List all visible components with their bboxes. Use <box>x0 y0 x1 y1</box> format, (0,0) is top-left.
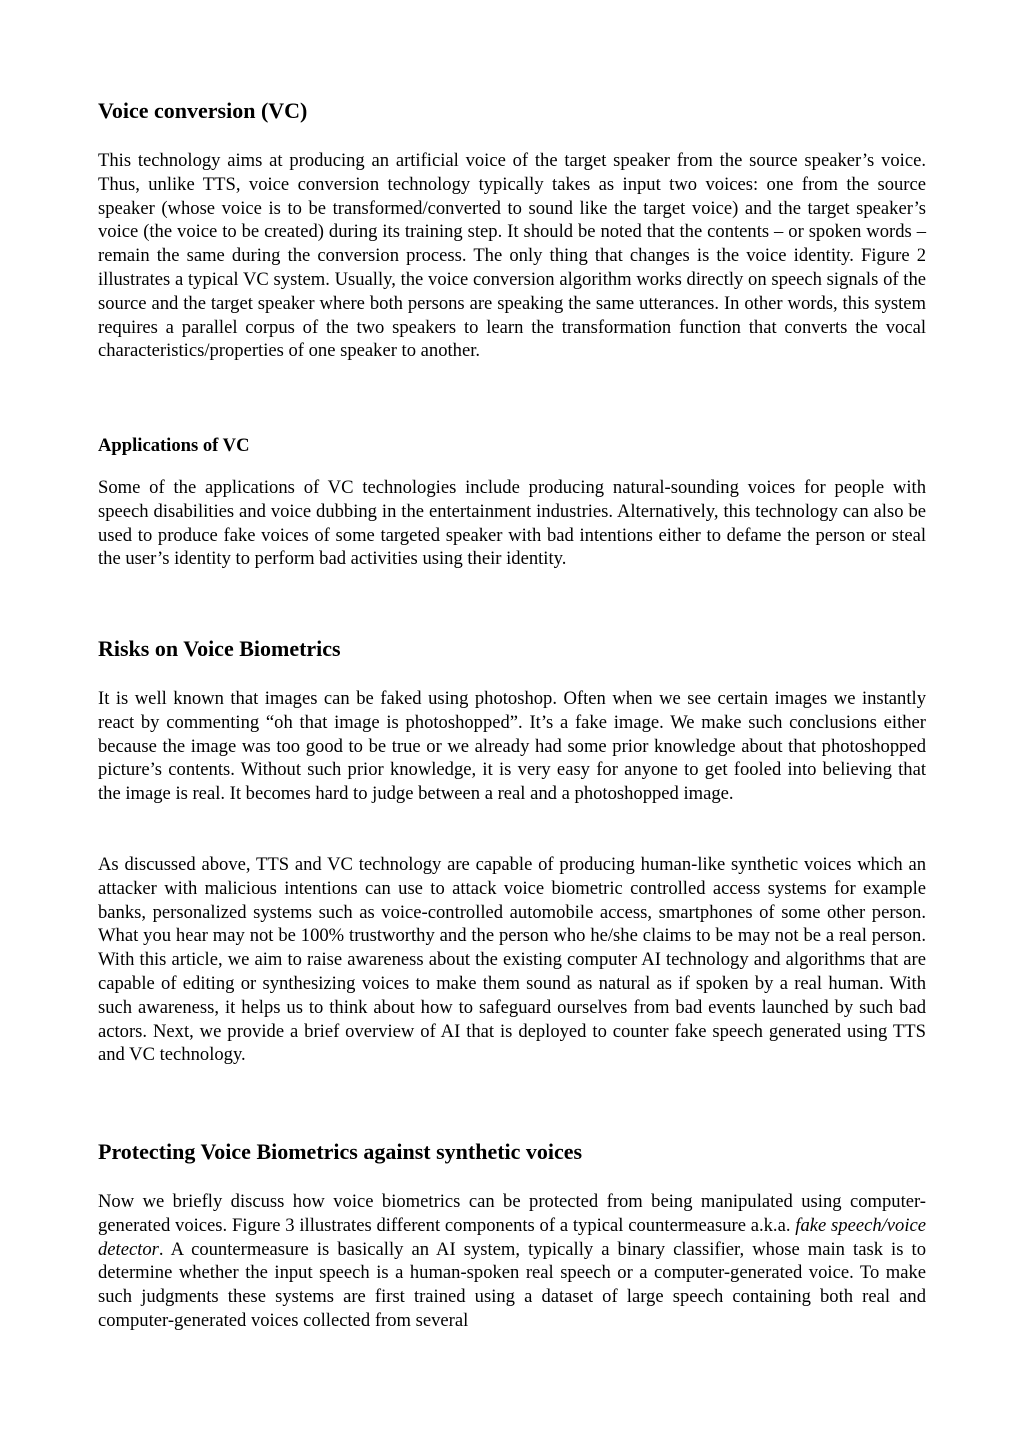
paragraph-protecting <box>98 1190 926 1333</box>
heading-risks-on-voice-biometrics: Risks on Voice Biometrics <box>98 636 341 661</box>
paragraph-applications-of-vc: Some of the applications of VC technologies include producing natural-sounding voices for people with speech disabilities and voice dubbing in the entertainment industries. Alternatively, this technology can also be used to produce fake voices of some targeted speaker with bad intentions either to defame the person or steal the user’s identity to perform bad activities using their identity. <box>98 477 926 570</box>
heading-voice-conversion: Voice conversion (VC) <box>98 98 308 123</box>
paragraph-risks-1: It is well known that images can be faked using photoshop. Often when we see certain images we instantly react by commenting “oh that image is photoshopped”. It’s a fake image. We make such conclusions either because the image was too good to be true or we already had some prior knowledge about that photoshopped picture’s contents. Without such prior knowledge, it is very easy for anyone to get fooled into believing that the image is real. It becomes hard to judge between a real and a photoshopped image. <box>98 688 926 805</box>
heading-applications-of-vc: Applications of VC <box>98 435 250 456</box>
heading-protecting-voice-biometrics: Protecting Voice Biometrics against synthetic voices <box>98 1139 583 1164</box>
paragraph-voice-conversion: This technology aims at producing an artificial voice of the target speaker from the source speaker’s voice. Thus, unlike TTS, voice conversion technology typically takes as input two voices: one from the source speaker (whose voice is to be transformed/converted to sound like the target voice) and the target speaker’s voice (the voice to be created) during its training step. It should be noted that the contents – or spoken words – remain the same during the conversion process. The only thing that changes is the voice identity. Figure 2 illustrates a typical VC system. Usually, the voice conversion algorithm works directly on speech signals of the source and the target speaker where both persons are speaking the same utterances. In other words, this system requires a parallel corpus of the two speakers to learn the transformation function that converts the vocal characteristics/properties of one speaker to another. <box>98 150 926 362</box>
paragraph-protecting-text-before: Now we briefly discuss how voice biometrics can be protected from being manipulated using computer-generated voices. Figure 3 illustrates different components of a typical countermeasure a.k.a. <box>98 1191 926 1236</box>
fake-speech-detector-term: fake speech/voice detector <box>98 1214 927 1260</box>
paragraph-protecting-text-after: . A countermeasure is basically an AI system, typically a binary classifier, whose main task is to determine whether the input speech is a human-spoken real speech or a computer-generated voice. To make such judgments these systems are first trained using a dataset of large speech containing both real and computer-generated voices collected from several <box>98 1238 926 1331</box>
paragraph-risks-2: As discussed above, TTS and VC technology are capable of producing human-like synthetic voices which an attacker with malicious intentions can use to attack voice biometric controlled access systems for example banks, personalized systems such as voice-controlled automobile access, smartphones of some other person. What you hear may not be 100% trustworthy and the person who he/she claims to be may not be a real person. With this article, we aim to raise awareness about the existing computer AI technology and algorithms that are capable of editing or synthesizing voices to make them sound as natural as if spoken by a real human. With such awareness, it helps us to think about how to safeguard ourselves from bad events launched by such bad actors. Next, we provide a brief overview of AI that is deployed to counter fake speech generated using TTS and VC technology. <box>98 854 926 1066</box>
